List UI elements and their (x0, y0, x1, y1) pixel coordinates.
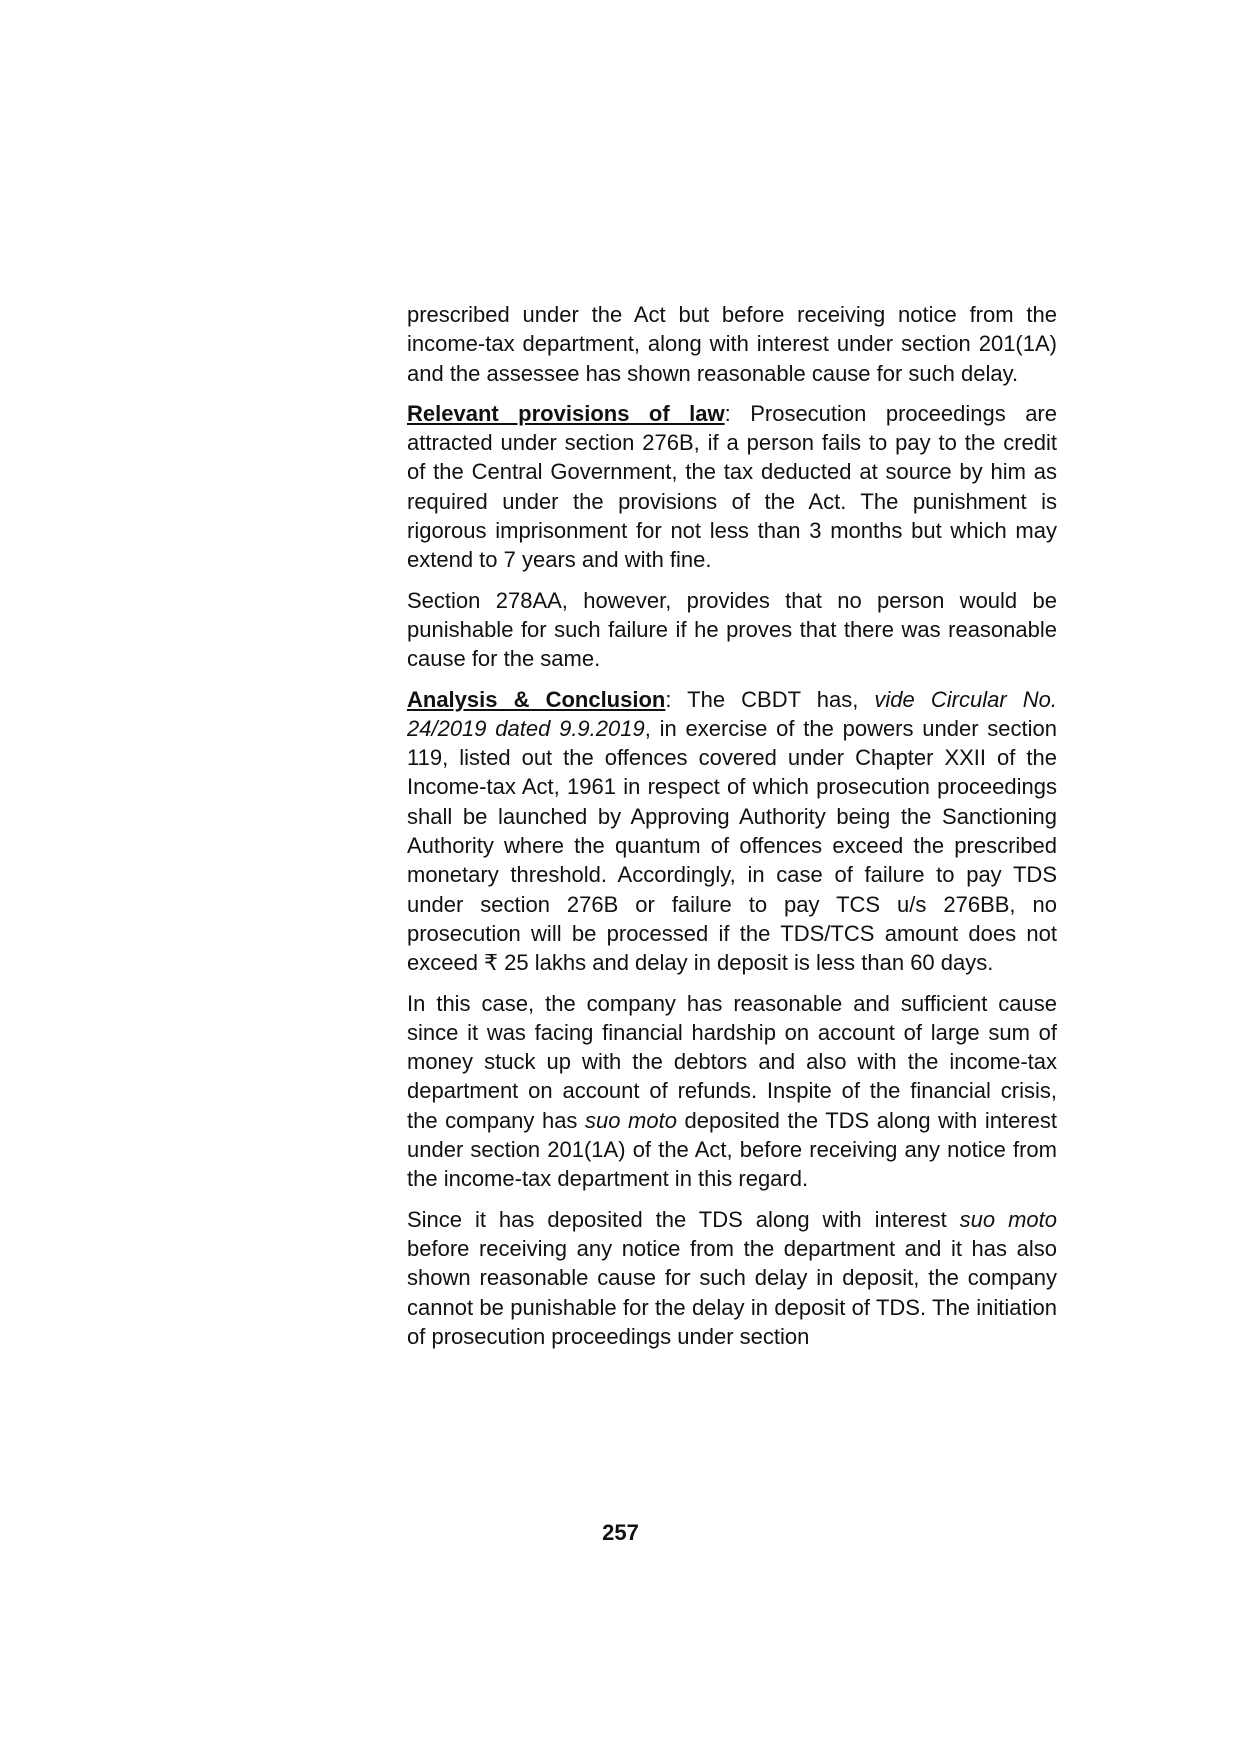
paragraph-text: deposited the TDS along with interest under section 201(1A) of the Act, before receiving any notice from the income-tax department in this regard. (407, 1107, 1057, 1192)
paragraph-section-278aa (407, 586, 1057, 674)
page-number: 257 (602, 1520, 639, 1545)
section-heading-relevant-provisions: Relevant provisions of law (407, 400, 725, 426)
paragraph-text: Section 278AA, however, provides that no person would be punishable for such failure if he proves that there was reasonable cause for the same. (407, 587, 1057, 672)
paragraph-text: , in exercise of the powers under section 119, listed out the offences covered under Chapter XXII of the Income-tax Act, 1961 in respect of which prosecution proceedings shall be launched by Approving Authority being the Sanctioning Authority where the quantum of offences exceed the prescribed monetary threshold. Accordingly, in case of failure to pay TDS under section 276B or failure to pay TCS u/s 276BB, no prosecution will be processed if the TDS/TCS amount does not exceed ₹ 25 lakhs and delay in deposit is less than 60 days. (407, 715, 1057, 976)
italic-term: suo moto (959, 1206, 1057, 1232)
paragraph-text: Prosecution proceedings are attracted under section 276B, if a person fails to pay to the credit of the Central Government, the tax deducted at source by him as required under the provisions of the Act. The punishment is rigorous imprisonment for not less than 3 months but which may extend to 7 years and with fine. (407, 400, 1057, 573)
body-text (407, 300, 1057, 1362)
paragraph-text: before receiving any notice from the department and it has also shown reasonable cause for such delay in deposit, the company cannot be punishable for the delay in deposit of TDS. The initiation of prosecution proceedings under section (407, 1235, 1057, 1349)
paragraph-continuation (407, 300, 1057, 388)
paragraph-text: Since it has deposited the TDS along with interest (407, 1206, 960, 1232)
paragraph-relevant-provisions (407, 399, 1057, 575)
heading-separator: : (724, 400, 751, 426)
paragraph-since-deposited (407, 1205, 1057, 1351)
paragraph-in-this-case (407, 989, 1057, 1194)
paragraph-text: In this case, the company has reasonable and sufficient cause since it was facing financial hardship on account of large sum of money stuck up with the debtors and also with the income-tax department on account of refunds. Inspite of the financial crisis, the company has (407, 990, 1057, 1133)
paragraph-text: prescribed under the Act but before receiving notice from the income-tax department, along with interest under section 201(1A) and the assessee has shown reasonable cause for such delay. (407, 302, 1057, 386)
circular-reference: vide Circular No. 24/2019 dated 9.9.2019 (407, 686, 1057, 741)
heading-separator: : The CBDT has, (665, 686, 875, 712)
italic-term: suo moto (585, 1107, 677, 1133)
paragraph-analysis-conclusion (407, 685, 1057, 978)
section-heading-analysis-conclusion: Analysis & Conclusion (407, 686, 666, 712)
